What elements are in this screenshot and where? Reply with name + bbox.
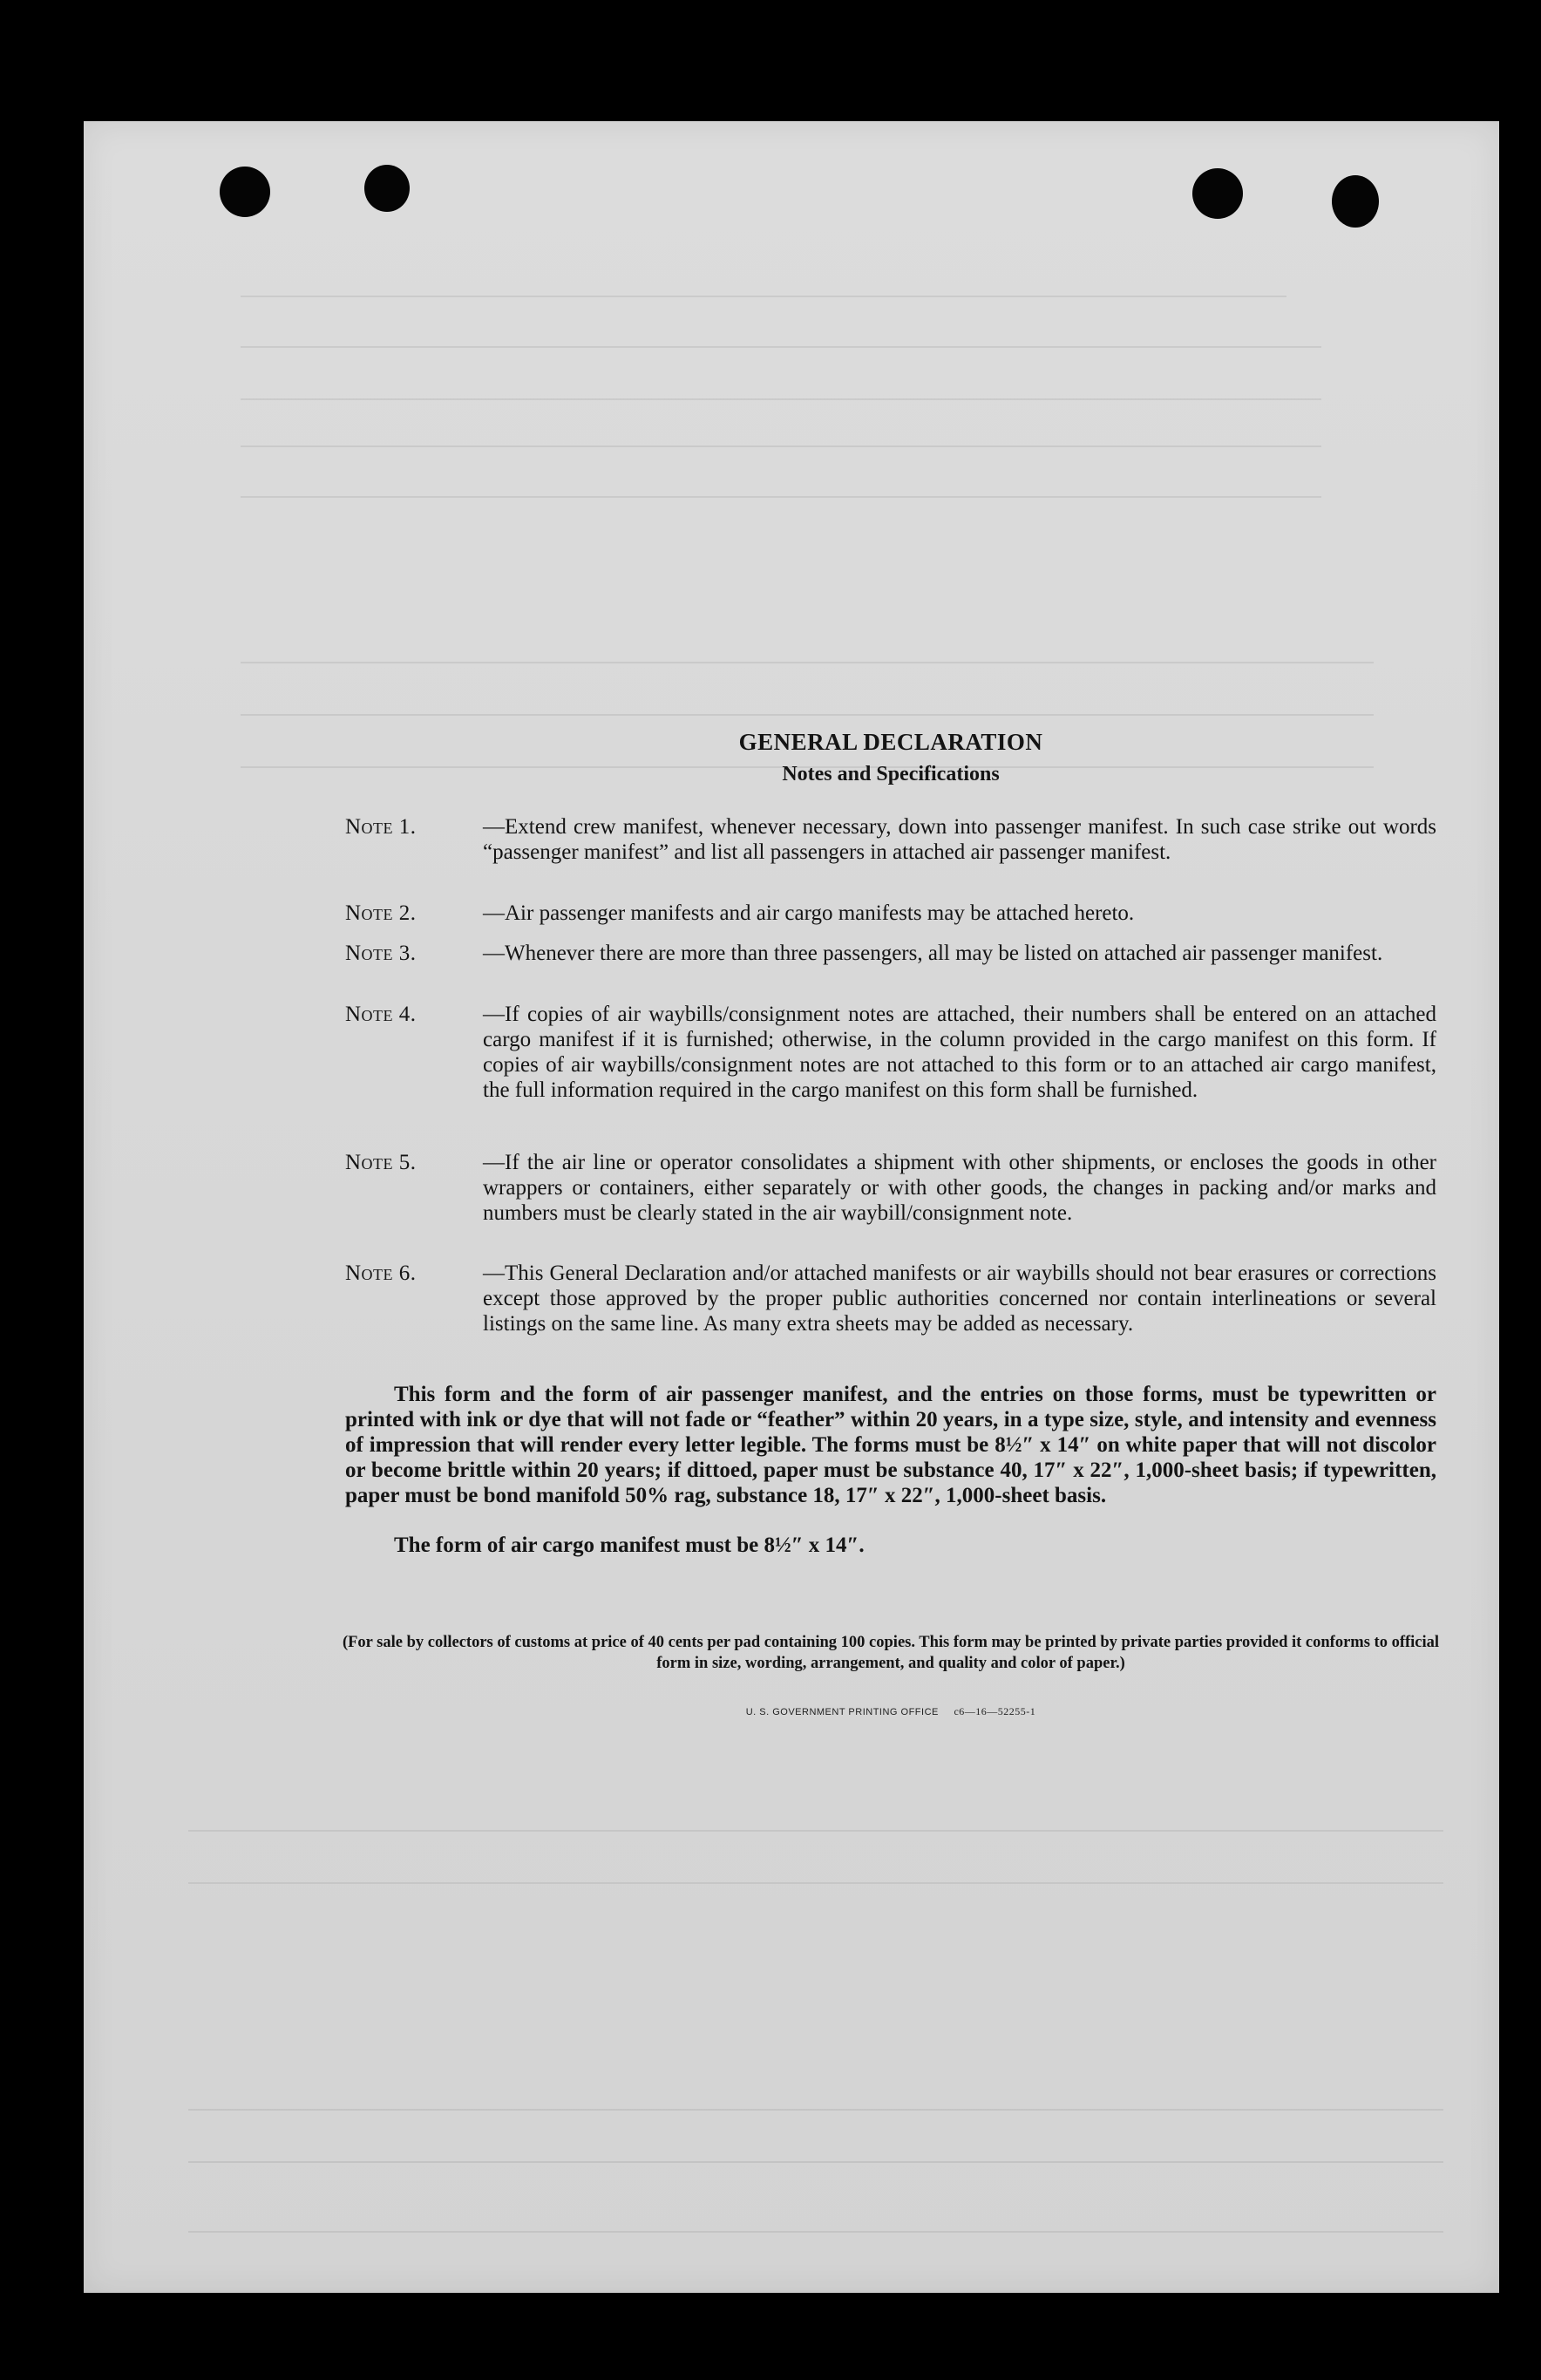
note-2 bbox=[345, 901, 1436, 926]
document-page bbox=[84, 121, 1499, 2293]
cargo-manifest-size: The form of air cargo manifest must be 8½″ x 14″. bbox=[394, 1533, 865, 1557]
punch-hole-left-1 bbox=[220, 167, 270, 217]
note-label: Note 3. bbox=[345, 942, 417, 965]
note-label: Note 2. bbox=[345, 901, 417, 925]
note-text: —Whenever there are more than three passengers, all may be listed on attached air passenger manifest. bbox=[483, 942, 1383, 965]
note-text: —Extend crew manifest, whenever necessary, down into passenger manifest. In such case strike out words “passenger manifest” and list all passengers in attached air passenger manifest. bbox=[483, 815, 1436, 864]
document-subtitle: Notes and Specifications bbox=[782, 763, 1000, 785]
note-4 bbox=[345, 1002, 1436, 1103]
printer-imprint bbox=[345, 1705, 1436, 1718]
note-3 bbox=[345, 941, 1436, 966]
form-specification: This form and the form of air passenger manifest, and the entries on those forms, must be typewritten or printed with ink or dye that will not fade or “feather” within 20 years, in a type size, style, and intensity and evenness of impression that will render every letter legible. The forms must be 8½″ x 14″ on white paper that will not discolor or become brittle within 20 years; if dittoed, paper must be substance 40, 17″ x 22″, 1,000-sheet basis; if typewritten, paper must be bond manifold 50% rag, substance 18, 17″ x 22″, 1,000-sheet basis. bbox=[345, 1383, 1436, 1507]
note-text: —Air passenger manifests and air cargo manifests may be attached hereto. bbox=[483, 901, 1135, 925]
punch-hole-right-2 bbox=[1332, 175, 1379, 228]
printer-name: U. S. GOVERNMENT PRINTING OFFICE bbox=[745, 1707, 939, 1717]
document-title: GENERAL DECLARATION bbox=[738, 729, 1043, 755]
note-label: Note 4. bbox=[345, 1003, 417, 1026]
punch-hole-left-2 bbox=[364, 165, 410, 212]
note-1 bbox=[345, 814, 1436, 865]
printer-code: c6—16—52255-1 bbox=[954, 1705, 1036, 1717]
note-6 bbox=[345, 1261, 1436, 1336]
punch-hole-right-1 bbox=[1192, 168, 1243, 219]
note-label: Note 1. bbox=[345, 815, 417, 839]
note-label: Note 5. bbox=[345, 1151, 417, 1174]
sale-notice: (For sale by collectors of customs at price of 40 cents per pad containing 100 copies. This form may be printed by private parties provided it conforms to official form in size, wording, arrangement, and quality and color of paper.) bbox=[342, 1634, 1440, 1672]
note-text: —If copies of air waybills/consignment notes are attached, their numbers shall be entered on an attached cargo manifest if it is furnished; otherwise, in the column provided in the cargo manifest on this form. If copies of air waybills/consignment notes are not attached to this form or to an attached air cargo manifest, the full information required in the cargo manifest on this form shall be furnished. bbox=[483, 1003, 1436, 1102]
note-5 bbox=[345, 1150, 1436, 1226]
note-text: —If the air line or operator consolidates a shipment with other shipments, or encloses the goods in other wrappers or containers, either separately or with other goods, the changes in packing and/or marks and numbers must be clearly stated in the air waybill/consignment note. bbox=[483, 1151, 1436, 1225]
note-text: —This General Declaration and/or attached manifests or air waybills should not bear erasures or corrections except those approved by the proper public authorities concerned nor contain interlineations or several listings on the same line. As many extra sheets may be added as necessary. bbox=[483, 1261, 1436, 1336]
note-label: Note 6. bbox=[345, 1261, 417, 1285]
